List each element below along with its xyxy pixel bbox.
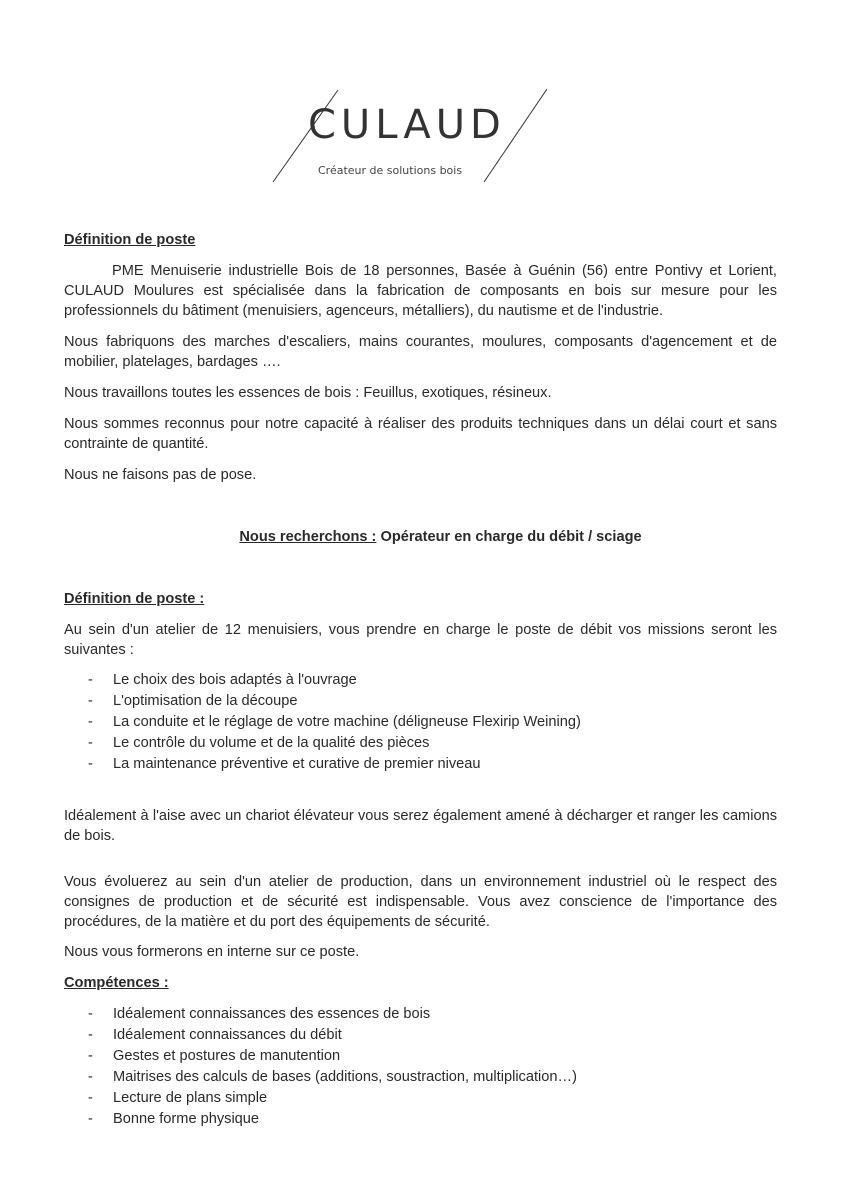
paragraph-products: Nous fabriquons des marches d'escaliers, mains courantes, moulures, composants d'agencement et de mobilier, platelages, bardages …. <box>64 334 777 370</box>
list-item: - Gestes et postures de manutention <box>88 1048 341 1064</box>
paragraph-species: Nous travaillons toutes les essences de bois : Feuillus, exotiques, résineux. <box>64 385 552 401</box>
missions-list <box>64 670 777 775</box>
section-heading-job-definition: Définition de poste : <box>64 591 205 607</box>
job-title <box>64 527 777 547</box>
section-heading-skills: Compétences : <box>64 975 169 991</box>
list-item: - La conduite et le réglage de votre machine (déligneuse Flexirip Weining) <box>88 714 581 730</box>
list-item: - Lecture de plans simple <box>88 1090 268 1106</box>
document-body <box>64 230 777 1130</box>
paragraph-training: Nous vous formerons en interne sur ce poste. <box>64 944 360 960</box>
job-title-role: Opérateur en charge du débit / sciage <box>376 529 642 545</box>
paragraph-no-install: Nous ne faisons pas de pose. <box>64 467 257 483</box>
list-item: - Le choix des bois adaptés à l'ouvrage <box>88 672 357 688</box>
paragraph-company: PME Menuiserie industrielle Bois de 18 personnes, Basée à Guénin (56) entre Pontivy et Lorient, CULAUD Moulures est spécialisée dans la fabrication de composants en bois sur mesure pour les professionnels du bâtiment (menuisiers, agenceurs, métalliers), du nautisme et de l'industrie. <box>64 263 777 319</box>
job-title-label: Nous recherchons : <box>239 529 377 545</box>
list-item: - Idéalement connaissances des essences de bois <box>88 1006 431 1022</box>
list-item: - L'optimisation de la découpe <box>88 693 298 709</box>
paragraph-recognition: Nous sommes reconnus pour notre capacité à réaliser des produits techniques dans un délai court et sans contrainte de quantité. <box>64 416 777 452</box>
paragraph-forklift: Idéalement à l'aise avec un chariot élévateur vous serez également amené à décharger et ranger les camions de bois. <box>64 808 777 844</box>
list-item: - Le contrôle du volume et de la qualité des pièces <box>88 735 430 751</box>
paragraph-environment: Vous évoluerez au sein d'un atelier de production, dans un environnement industriel où le respect des consignes de production et de sécurité est indispensable. Vous avez conscience de l'importance des procédures, de la matière et du port des équipements de sécurité. <box>64 874 777 930</box>
logo-tagline: Créateur de solutions bois <box>318 164 463 177</box>
skills-list <box>64 1004 777 1130</box>
logo-wordmark: CULAUD <box>308 102 506 148</box>
paragraph-job-intro: Au sein d'un atelier de 12 menuisiers, vous prendre en charge le poste de débit vos missions seront les suivantes : <box>64 622 777 658</box>
section-heading-definition: Définition de poste <box>64 232 196 248</box>
list-item: - Maitrises des calculs de bases (additions, soustraction, multiplication…) <box>88 1069 577 1085</box>
company-logo <box>270 88 555 184</box>
list-item: - La maintenance préventive et curative de premier niveau <box>88 756 481 772</box>
list-item: - Bonne forme physique <box>88 1111 260 1127</box>
list-item: - Idéalement connaissances du débit <box>88 1027 342 1043</box>
